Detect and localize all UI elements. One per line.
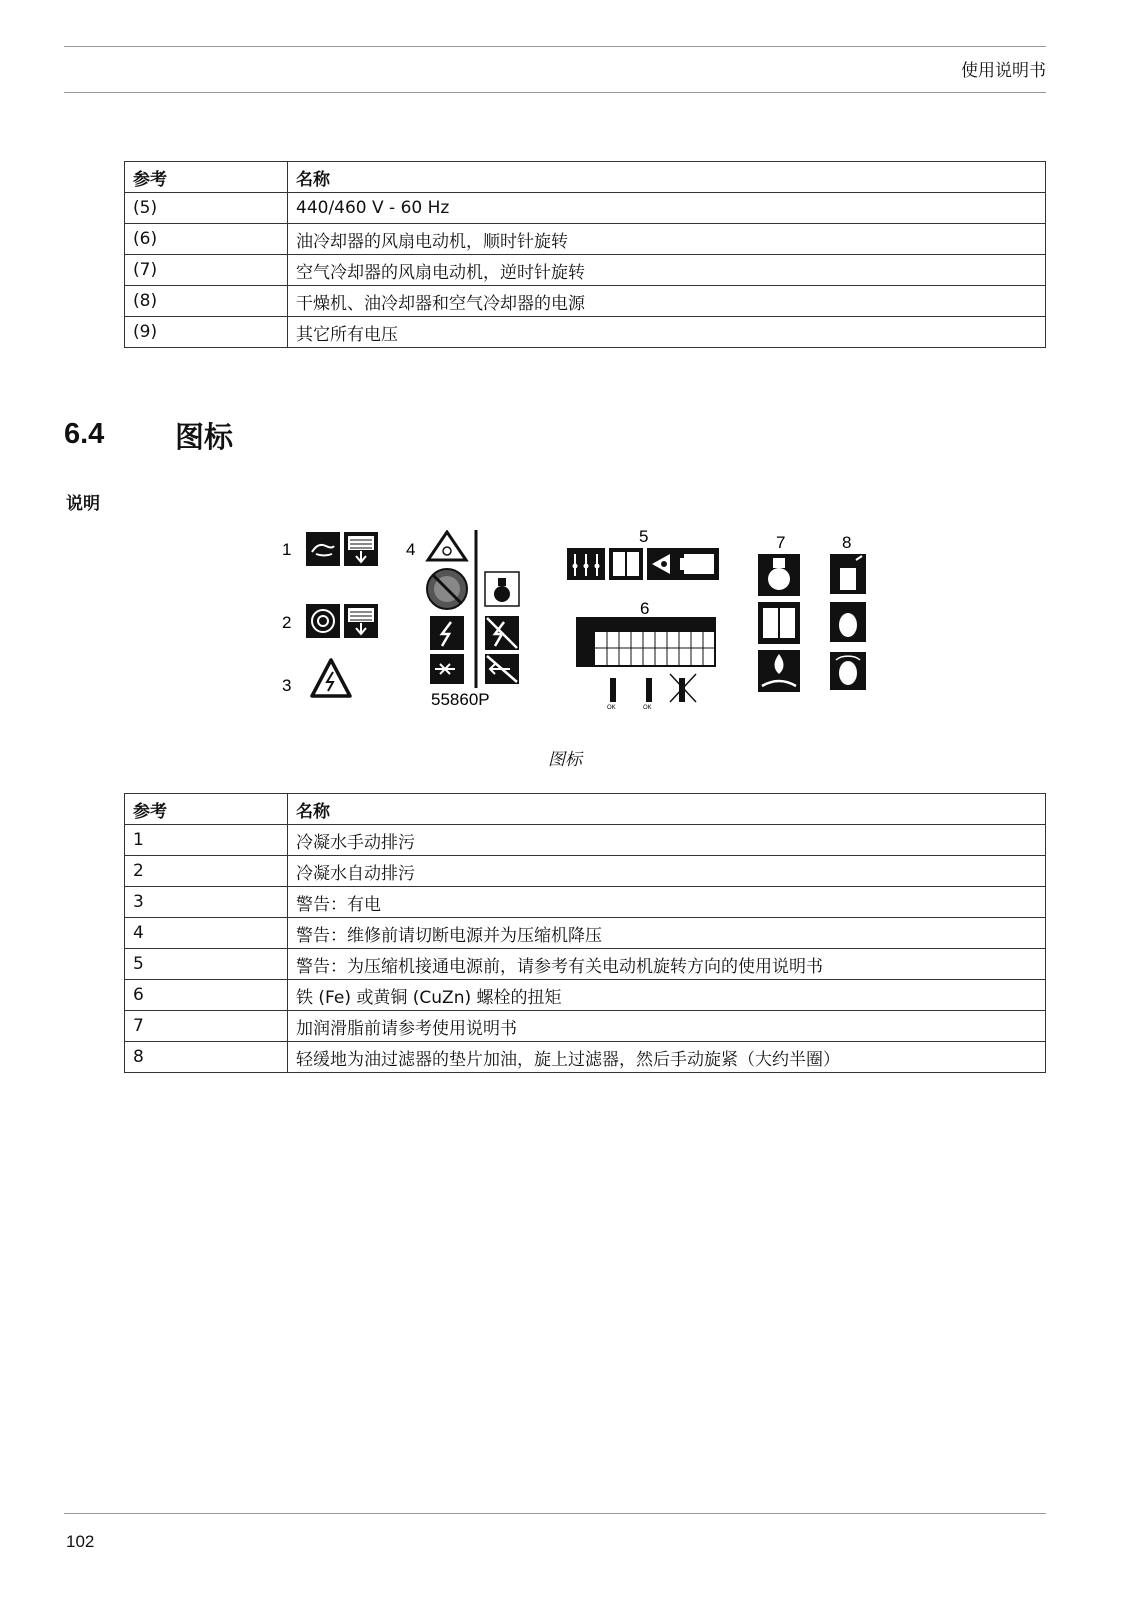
cell-ref: (7) — [125, 255, 288, 286]
cell-ref: 8 — [125, 1042, 288, 1073]
cell-name: 其它所有电压 — [288, 317, 1046, 348]
filter-oil-icon — [830, 602, 866, 642]
figure-label-3: 3 — [282, 676, 292, 695]
drain-water-icon — [344, 532, 378, 566]
cell-ref: 6 — [125, 980, 288, 1011]
bolt-ok-icon — [607, 678, 616, 711]
automatic-drain-icon — [306, 604, 340, 638]
cell-name: 铁 (Fe) 或黄铜 (CuZn) 螺栓的扭矩 — [288, 980, 1046, 1011]
ok-label: OK — [607, 705, 616, 711]
motor-connections-icon — [567, 548, 605, 580]
warning-triangle-icon — [428, 532, 466, 560]
section-number: 6.4 — [64, 418, 105, 450]
cell-ref: 5 — [125, 949, 288, 980]
cell-name: 440/460 V - 60 Hz — [288, 193, 1046, 224]
power-on-icon — [430, 616, 464, 650]
figure-caption: 图标 — [548, 750, 582, 770]
table-row — [125, 317, 1046, 348]
cell-ref: (9) — [125, 317, 288, 348]
cell-ref: 3 — [125, 887, 288, 918]
table-row — [125, 949, 1046, 980]
col-header-ref: 参考 — [125, 162, 288, 193]
cell-name: 干燥机、油冷却器和空气冷却器的电源 — [288, 286, 1046, 317]
footer-rule — [64, 1513, 1046, 1514]
wrench-hand-icon — [485, 572, 519, 606]
cell-name: 警告：为压缩机接通电源前，请参考有关电动机旋转方向的使用说明书 — [288, 949, 1046, 980]
depressurize-icon — [430, 654, 464, 684]
table-pictogram-references — [124, 793, 1046, 1073]
cell-name: 警告：维修前请切断电源并为压缩机降压 — [288, 918, 1046, 949]
manual-book-icon — [609, 548, 643, 580]
cell-name: 警告：有电 — [288, 887, 1046, 918]
table-row — [125, 286, 1046, 317]
header-bottom-rule — [64, 92, 1046, 93]
ok-label: OK — [643, 705, 652, 711]
col-header-ref: 参考 — [125, 794, 288, 825]
cell-ref: (8) — [125, 286, 288, 317]
cell-ref: 7 — [125, 1011, 288, 1042]
figure-label-2: 2 — [282, 613, 292, 632]
figure-label-8: 8 — [842, 533, 852, 552]
page-number: 102 — [66, 1532, 95, 1551]
figure-label-6: 6 — [640, 599, 650, 618]
bolt-not-ok-icon — [670, 674, 696, 702]
table-row — [125, 1011, 1046, 1042]
table-row — [125, 1042, 1046, 1073]
table-row — [125, 856, 1046, 887]
power-off-icon — [485, 616, 519, 650]
cell-ref: 1 — [125, 825, 288, 856]
table-voltage-references — [124, 161, 1046, 348]
no-maintenance-icon — [427, 569, 467, 609]
filter-tighten-icon — [830, 652, 866, 690]
cell-name: 加润滑脂前请参考使用说明书 — [288, 1011, 1046, 1042]
grease-hand-icon — [758, 554, 800, 596]
figure-label-1: 1 — [282, 540, 292, 559]
table-row — [125, 918, 1046, 949]
cell-name: 冷凝水手动排污 — [288, 825, 1046, 856]
header-top-rule — [64, 46, 1046, 47]
bolt-ok-icon — [643, 678, 652, 711]
subheading: 说明 — [66, 494, 100, 514]
col-header-name: 名称 — [288, 794, 1046, 825]
pictogram-figure — [280, 530, 900, 730]
table-row — [125, 255, 1046, 286]
table-row — [125, 887, 1046, 918]
torque-table-icon — [577, 618, 715, 666]
oil-can-icon — [830, 554, 866, 594]
section-title: 图标 — [175, 420, 234, 454]
col-header-name: 名称 — [288, 162, 1046, 193]
electrical-hazard-icon — [312, 660, 350, 696]
table-row — [125, 825, 1046, 856]
cell-name: 轻缓地为油过滤器的垫片加油，旋上过滤器，然后手动旋紧（大约半圈） — [288, 1042, 1046, 1073]
manual-drain-icon — [306, 532, 340, 566]
table-header-row — [125, 794, 1046, 825]
cell-name: 冷凝水自动排污 — [288, 856, 1046, 887]
cell-ref: (6) — [125, 224, 288, 255]
header-title: 使用说明书 — [961, 61, 1046, 81]
drain-water-icon — [344, 604, 378, 638]
rotation-direction-icon — [647, 548, 719, 580]
lubricant-drop-icon — [758, 650, 800, 692]
cell-ref: 4 — [125, 918, 288, 949]
figure-code: 55860P — [431, 690, 490, 709]
table-row — [125, 980, 1046, 1011]
cell-ref: (5) — [125, 193, 288, 224]
table-header-row — [125, 162, 1046, 193]
manual-book-icon — [758, 602, 800, 644]
no-pressure-icon — [485, 654, 519, 684]
cell-ref: 2 — [125, 856, 288, 887]
cell-name: 空气冷却器的风扇电动机，逆时针旋转 — [288, 255, 1046, 286]
table-row — [125, 224, 1046, 255]
cell-name: 油冷却器的风扇电动机，顺时针旋转 — [288, 224, 1046, 255]
figure-label-4: 4 — [406, 540, 416, 559]
table-row — [125, 193, 1046, 224]
figure-label-5: 5 — [639, 530, 649, 546]
figure-label-7: 7 — [776, 533, 786, 552]
